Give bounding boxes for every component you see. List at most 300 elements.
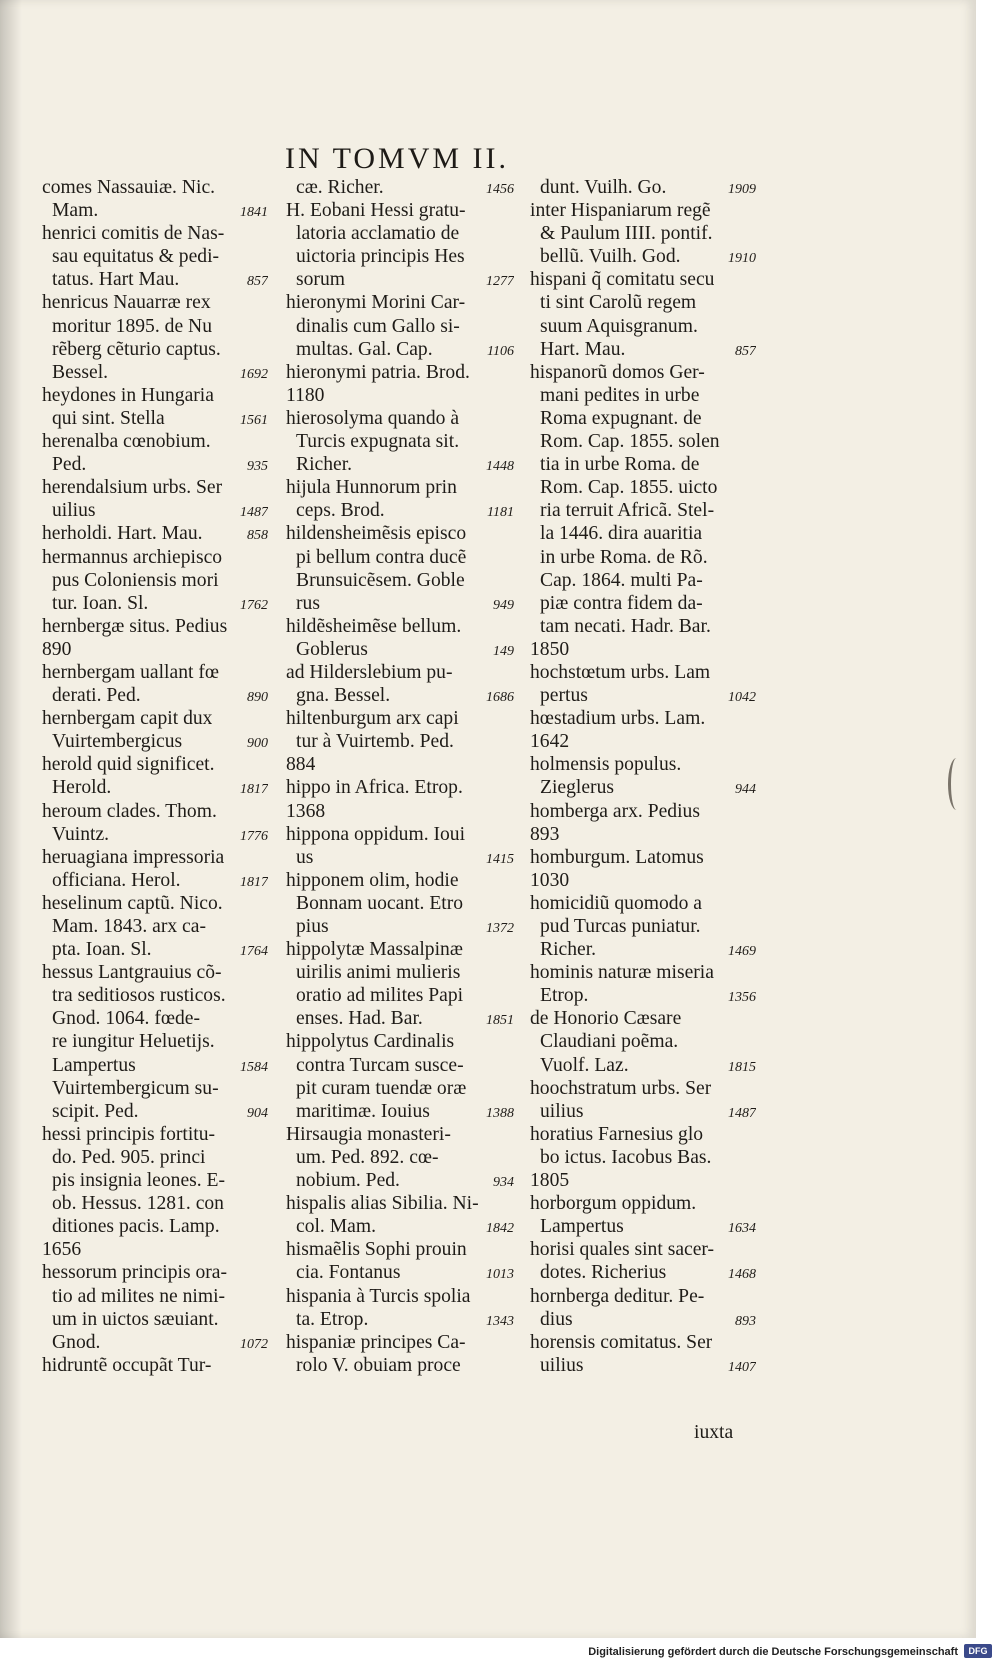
index-entry-text: Lampertus: [540, 1216, 624, 1238]
page-reference: 1851: [486, 1013, 514, 1029]
index-line: [42, 407, 268, 430]
index-line: [42, 222, 268, 245]
index-line: [42, 684, 268, 707]
page-reference: 1277: [486, 274, 514, 290]
page-reference: 1817: [240, 874, 268, 890]
index-line: [42, 730, 268, 753]
index-column-left: [42, 176, 268, 1377]
page-reference: 1686: [486, 690, 514, 706]
index-line: [286, 730, 514, 753]
index-entry-text: sau equitatus & pedi-: [52, 246, 220, 268]
index-line: [530, 1331, 756, 1354]
index-line: [530, 1261, 756, 1284]
index-entry-text: gna. Bessel.: [296, 685, 391, 707]
index-column-right: [530, 176, 756, 1377]
page-reference: 1764: [240, 944, 268, 960]
index-line: [286, 938, 514, 961]
page-reference: 1343: [486, 1313, 514, 1329]
index-entry-text: hoochstratum urbs. Ser: [530, 1077, 712, 1099]
index-entry-text: pertus: [540, 685, 588, 707]
index-entry-text: pus Coloniensis mori: [52, 569, 219, 591]
index-column-middle: [286, 176, 514, 1377]
index-entry-text: heydones in Hungaria: [42, 384, 214, 406]
index-line: [42, 638, 268, 661]
index-entry-text: pius: [296, 916, 329, 937]
page-reference: 1909: [728, 182, 756, 197]
index-entry-text: pis insignia leones. E-: [52, 1170, 226, 1192]
index-entry-text: ditiones pacis. Lamp.: [52, 1216, 220, 1238]
index-entry-text: de Honorio Cæsare: [530, 1008, 682, 1030]
index-line: [42, 1261, 268, 1284]
index-line: [286, 1192, 514, 1215]
page-reference: 1634: [728, 1221, 756, 1237]
index-entry-text: comes Nassauiæ. Nic.: [42, 177, 216, 198]
index-line: [530, 661, 756, 684]
index-line: [286, 407, 514, 430]
index-line: [286, 291, 514, 314]
index-entry-text: herendalsium urbs. Ser: [42, 477, 223, 499]
index-entry-text: Mam. 1843. arx ca-: [52, 916, 206, 937]
index-entry-text: hismaẽlis Sophi prouin: [286, 1239, 467, 1261]
page-reference: 1815: [728, 1059, 756, 1075]
index-line: [530, 1308, 756, 1331]
index-entry-text: ceps. Brod.: [296, 500, 385, 522]
index-line: [530, 315, 756, 338]
index-entry-text: cia. Fontanus: [296, 1262, 401, 1284]
page-reference: 858: [247, 528, 268, 544]
index-line: [286, 1100, 514, 1123]
page-reference: 1372: [486, 921, 514, 936]
index-entry-text: pud Turcas puniatur.: [540, 916, 701, 937]
index-entry-text: rẽberg cẽturio captus.: [52, 338, 221, 360]
index-line: [42, 938, 268, 961]
index-entry-text: pit curam tuendæ oræ: [296, 1077, 467, 1099]
page-reference: 1106: [487, 343, 514, 359]
index-line: [530, 707, 756, 730]
index-line: [530, 176, 756, 199]
index-entry-text: uirilis animi mulieris: [296, 962, 461, 984]
index-line: [42, 1192, 268, 1215]
page-reference: 1013: [486, 1267, 514, 1283]
index-line: [42, 984, 268, 1007]
index-entry-text: ad Hilderslebium pu-: [286, 661, 453, 683]
index-entry-text: hijula Hunnorum prin: [286, 477, 457, 499]
index-line: [530, 499, 756, 522]
index-entry-text: uilius: [52, 500, 96, 522]
index-line: [530, 245, 756, 268]
index-entry-text: nobium. Ped.: [296, 1170, 400, 1192]
index-line: [286, 222, 514, 245]
index-line: [42, 961, 268, 984]
page-edge-curl: [948, 758, 965, 810]
index-line: [42, 1054, 268, 1077]
index-line: [530, 569, 756, 592]
index-entry-text: bellũ. Vuilh. God.: [540, 246, 681, 268]
index-line: [530, 730, 756, 753]
index-line: [530, 199, 756, 222]
page-reference: 1388: [486, 1105, 514, 1121]
index-entry-text: Vuintz.: [52, 823, 110, 845]
index-entry-text: bo ictus. Iacobus Bas.: [540, 1146, 712, 1168]
index-entry-text: pi bellum contra ducẽ: [296, 546, 467, 568]
index-line: [42, 661, 268, 684]
index-entry-text: dotes. Richerius: [540, 1262, 667, 1284]
index-entry-text: hispaniæ principes Ca-: [286, 1331, 466, 1353]
index-entry-text: hispania à Turcis spolia: [286, 1285, 471, 1307]
index-line: [286, 592, 514, 615]
index-entry-text: tatus. Hart Mau.: [52, 269, 180, 291]
index-entry-text: homburgum. Latomus: [530, 846, 704, 868]
index-entry-text: hochstœtum urbs. Lam: [530, 661, 711, 683]
index-entry-text: Vuirtembergicum su-: [52, 1077, 219, 1099]
index-entry-text: oratio ad milites Papi: [296, 985, 464, 1007]
index-line: [530, 846, 756, 869]
index-entry-text: 893: [530, 823, 560, 845]
index-entry-text: dunt. Vuilh. Go.: [540, 177, 667, 198]
index-entry-text: hierosolyma quando à: [286, 407, 460, 429]
index-line: [286, 1007, 514, 1030]
index-line: [530, 1030, 756, 1053]
index-entry-text: uilius: [540, 1354, 584, 1376]
page-reference: 1561: [240, 412, 268, 428]
index-entry-text: Richer.: [296, 454, 353, 476]
index-entry-text: hidruntẽ occupãt Tur-: [42, 1354, 212, 1376]
index-line: [530, 823, 756, 846]
index-entry-text: ta. Etrop.: [296, 1308, 369, 1330]
index-line: [42, 476, 268, 499]
index-line: [530, 268, 756, 291]
index-line: [530, 684, 756, 707]
page-reference: 949: [493, 597, 514, 613]
index-entry-text: Richer.: [540, 939, 597, 961]
index-line: [42, 1030, 268, 1053]
index-line: [42, 569, 268, 592]
index-line: [286, 846, 514, 869]
dfg-logo: DFG: [964, 1644, 992, 1658]
index-line: [42, 1146, 268, 1169]
index-line: [286, 800, 514, 823]
index-line: [530, 1123, 756, 1146]
page-reference: 1415: [486, 851, 514, 867]
index-line: [530, 453, 756, 476]
index-line: [530, 1192, 756, 1215]
index-line: [530, 338, 756, 361]
index-entry-text: heselinum captũ. Nico.: [42, 892, 223, 914]
index-line: [530, 546, 756, 569]
index-entry-text: in urbe Roma. de Rõ.: [540, 546, 708, 568]
index-line: [42, 384, 268, 407]
index-line: [530, 476, 756, 499]
index-line: [42, 522, 268, 545]
index-entry-text: tio ad milites ne nimi-: [52, 1285, 226, 1307]
index-entry-text: do. Ped. 905. princi: [52, 1146, 206, 1168]
index-entry-text: rus: [296, 592, 320, 614]
index-entry-text: horborgum oppidum.: [530, 1193, 697, 1215]
index-entry-text: 1805: [530, 1170, 570, 1192]
index-line: [42, 615, 268, 638]
index-entry-text: Mam.: [52, 200, 99, 222]
index-line: [286, 361, 514, 384]
page-reference: 1910: [728, 251, 756, 267]
index-entry-text: rolo V. obuiam proce: [296, 1354, 461, 1376]
index-entry-text: 1368: [286, 800, 326, 822]
index-entry-text: sorum: [296, 269, 345, 291]
index-entry-text: hippo in Africa. Etrop.: [286, 777, 463, 799]
index-entry-text: Gnod. 1064. fœde-: [52, 1008, 201, 1030]
page-reference: 1356: [728, 990, 756, 1006]
page-reference: 1072: [240, 1336, 268, 1352]
index-line: [286, 684, 514, 707]
index-line: [286, 476, 514, 499]
page-reference: 890: [247, 690, 268, 706]
page-reference: 1469: [728, 944, 756, 960]
index-line: [42, 592, 268, 615]
index-entry-text: inter Hispaniarum regẽ: [530, 200, 711, 222]
index-line: [286, 961, 514, 984]
page-reference: 1692: [240, 366, 268, 382]
running-head: IN TOMVM II.: [284, 142, 510, 175]
index-line: [286, 1077, 514, 1100]
index-entry-text: hispanorũ domos Ger-: [530, 361, 705, 383]
index-line: [286, 984, 514, 1007]
index-entry-text: suum Aquisgranum.: [540, 315, 698, 337]
index-line: [286, 384, 514, 407]
index-line: [286, 615, 514, 638]
index-line: [286, 338, 514, 361]
index-entry-text: 1850: [530, 638, 570, 660]
index-entry-text: Vuolf. Laz.: [540, 1054, 629, 1076]
index-entry-text: hieronymi Morini Car-: [286, 292, 466, 314]
page-reference: 935: [247, 459, 268, 475]
index-entry-text: tam necati. Hadr. Bar.: [540, 615, 711, 637]
index-line: [530, 522, 756, 545]
index-entry-text: mani pedites in urbe: [540, 384, 700, 406]
index-line: [42, 245, 268, 268]
page-reference: 893: [735, 1313, 756, 1329]
index-entry-text: tra seditiosos rusticos.: [52, 985, 226, 1007]
index-line: [286, 753, 514, 776]
index-entry-text: hiltenburgum arx capi: [286, 708, 459, 730]
page-reference: 1584: [240, 1059, 268, 1075]
index-line: [42, 1238, 268, 1261]
index-line: [286, 1215, 514, 1238]
index-line: [42, 869, 268, 892]
index-line: [286, 199, 514, 222]
index-line: [42, 291, 268, 314]
page-reference: 1487: [240, 505, 268, 521]
page-reference: 1448: [486, 459, 514, 475]
index-entry-text: Hirsaugia monasteri-: [286, 1123, 451, 1145]
index-entry-text: 884: [286, 754, 316, 776]
index-entry-text: enses. Had. Bar.: [296, 1008, 423, 1030]
index-entry-text: hessus Lantgrauius cõ-: [42, 962, 222, 984]
index-entry-text: hippolytæ Massalpinæ: [286, 939, 463, 961]
index-line: [286, 707, 514, 730]
index-entry-text: holmensis populus.: [530, 754, 682, 776]
index-line: [42, 546, 268, 569]
index-line: [530, 961, 756, 984]
index-entry-text: re iungitur Heluetijs.: [52, 1031, 215, 1053]
index-entry-text: latoria acclamatio de: [296, 223, 460, 245]
page-reference: 1487: [728, 1105, 756, 1121]
catchword: iuxta: [694, 1422, 734, 1443]
index-line: [530, 291, 756, 314]
index-line: [42, 753, 268, 776]
binding-shadow: [0, 0, 22, 1638]
index-entry-text: hipponem olim, hodie: [286, 869, 459, 891]
index-entry-text: us: [296, 846, 314, 868]
index-entry-text: homicidiũ quomodo a: [530, 892, 702, 914]
index-entry-text: hieronymi patria. Brod.: [286, 361, 470, 383]
page-reference: 857: [247, 274, 268, 290]
index-entry-text: herold quid significet.: [42, 754, 215, 776]
index-line: [42, 1285, 268, 1308]
page-reference: 1762: [240, 597, 268, 613]
index-line: [42, 338, 268, 361]
index-entry-text: maritimæ. Iouius: [296, 1100, 430, 1122]
index-entry-text: derati. Ped.: [52, 685, 141, 707]
page-reference: 1407: [728, 1359, 756, 1375]
index-entry-text: hispalis alias Sibilia. Ni-: [286, 1193, 479, 1215]
index-line: [42, 892, 268, 915]
index-line: [286, 1331, 514, 1354]
index-entry-text: Claudiani poẽma.: [540, 1031, 679, 1053]
index-entry-text: henricus Nauarræ rex: [42, 292, 211, 314]
index-entry-text: 1656: [42, 1239, 82, 1261]
index-line: [42, 800, 268, 823]
index-line: [286, 1054, 514, 1077]
index-entry-text: officiana. Herol.: [52, 869, 181, 891]
index-line: [530, 869, 756, 892]
index-line: [530, 984, 756, 1007]
index-entry-text: col. Mam.: [296, 1216, 376, 1238]
index-entry-text: Etrop.: [540, 985, 589, 1007]
index-line: [530, 361, 756, 384]
index-entry-text: piæ contra fidem da-: [540, 592, 703, 614]
index-line: [530, 892, 756, 915]
index-line: [530, 753, 756, 776]
index-entry-text: hippona oppidum. Ioui: [286, 823, 466, 845]
index-entry-text: la 1446. dira auaritia: [540, 523, 703, 545]
index-line: [286, 1238, 514, 1261]
index-entry-text: ob. Hessus. 1281. con: [52, 1193, 224, 1215]
index-line: [530, 1215, 756, 1238]
index-line: [42, 1100, 268, 1123]
index-entry-text: hernbergæ situs. Pedius: [42, 615, 228, 637]
index-line: [42, 776, 268, 799]
index-line: [530, 938, 756, 961]
index-line: [530, 1077, 756, 1100]
index-entry-text: Vuirtembergicus: [52, 731, 183, 753]
index-line: [286, 661, 514, 684]
index-entry-text: ria terruit Africã. Stel-: [540, 500, 715, 522]
index-entry-text: & Paulum IIII. pontif.: [540, 223, 713, 245]
index-line: [42, 499, 268, 522]
page-reference: 1841: [240, 205, 268, 221]
index-entry-text: Herold.: [52, 777, 112, 799]
index-line: [530, 1285, 756, 1308]
index-entry-text: dinalis cum Gallo si-: [296, 315, 460, 337]
index-line: [286, 892, 514, 915]
index-entry-text: Brunsuicẽsem. Goble: [296, 569, 465, 591]
index-line: [42, 1354, 268, 1377]
index-line: [530, 1100, 756, 1123]
index-entry-text: hornberga deditur. Pe-: [530, 1285, 705, 1307]
page-reference: 1817: [240, 782, 268, 798]
index-line: [530, 1146, 756, 1169]
index-entry-text: hildẽsheimẽse bellum.: [286, 615, 462, 637]
index-line: [286, 315, 514, 338]
index-entry-text: Cap. 1864. multi Pa-: [540, 569, 703, 591]
index-entry-text: henrici comitis de Nas-: [42, 223, 225, 245]
index-entry-text: um in uictos sæuiant.: [52, 1308, 219, 1330]
index-line: [530, 430, 756, 453]
index-line: [286, 1169, 514, 1192]
index-entry-text: Hart. Mau.: [540, 338, 626, 360]
index-line: [286, 1261, 514, 1284]
index-line: [286, 268, 514, 291]
index-line: [530, 384, 756, 407]
index-entry-text: cæ. Richer.: [296, 177, 384, 198]
page-reference: 1042: [728, 690, 756, 706]
index-entry-text: heruagiana impressoria: [42, 846, 225, 868]
index-line: [42, 823, 268, 846]
index-entry-text: horisi quales sint sacer-: [530, 1239, 715, 1261]
index-entry-text: 1180: [286, 384, 325, 406]
index-line: [42, 1007, 268, 1030]
index-entry-text: Roma expugnant. de: [540, 407, 702, 429]
index-entry-text: uictoria principis Hes: [296, 246, 465, 268]
index-entry-text: Gnod.: [52, 1331, 101, 1353]
index-line: [286, 1354, 514, 1377]
index-line: [286, 869, 514, 892]
index-entry-text: hernbergam capit dux: [42, 708, 213, 730]
funding-notice: Digitalisierung gefördert durch die Deutsche Forschungsgemeinschaft: [588, 1646, 958, 1658]
index-line: [286, 453, 514, 476]
index-entry-text: heroum clades. Thom.: [42, 800, 217, 822]
index-line: [530, 1007, 756, 1030]
index-line: [530, 407, 756, 430]
page-reference: 900: [247, 736, 268, 752]
index-entry-text: hœstadium urbs. Lam.: [530, 708, 706, 730]
index-line: [286, 569, 514, 592]
index-entry-text: qui sint. Stella: [52, 407, 165, 429]
index-entry-text: tur à Vuirtemb. Ped.: [296, 731, 454, 753]
index-line: [42, 1123, 268, 1146]
index-line: [286, 176, 514, 199]
index-line: [530, 1169, 756, 1192]
index-entry-text: Zieglerus: [540, 777, 614, 799]
index-line: [42, 315, 268, 338]
page-reference: 934: [493, 1175, 514, 1191]
index-entry-text: uilius: [540, 1100, 584, 1122]
index-line: [42, 1308, 268, 1331]
page-reference: 1842: [486, 1221, 514, 1237]
index-entry-text: horensis comitatus. Ser: [530, 1331, 713, 1353]
index-entry-text: um. Ped. 892. cœ-: [296, 1146, 439, 1168]
index-entry-text: hispani q̃ comitatu secu: [530, 269, 715, 291]
index-line: [530, 776, 756, 799]
index-line: [286, 245, 514, 268]
index-line: [530, 1354, 756, 1377]
index-line: [42, 268, 268, 291]
index-line: [42, 453, 268, 476]
index-entry-text: scipit. Ped.: [52, 1100, 139, 1122]
index-line: [530, 222, 756, 245]
index-entry-text: herenalba cœnobium.: [42, 431, 211, 453]
index-line: [42, 1169, 268, 1192]
index-line: [286, 915, 514, 938]
